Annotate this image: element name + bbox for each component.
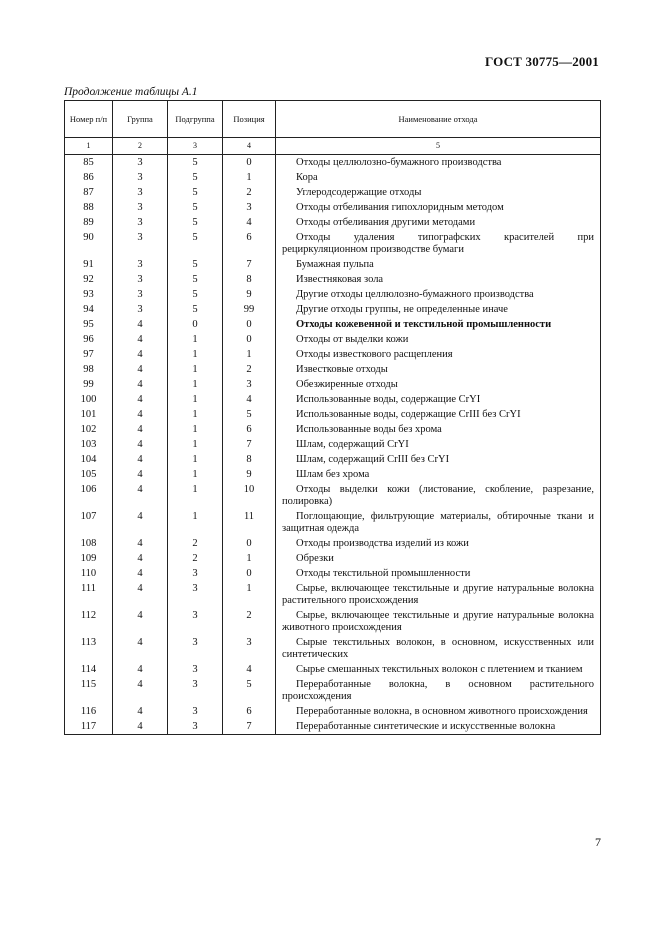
row-position: 99 [223, 302, 276, 317]
table-row [65, 347, 601, 362]
row-position: 4 [223, 215, 276, 230]
table-row [65, 272, 601, 287]
row-group: 4 [113, 536, 168, 551]
row-number: 107 [65, 509, 113, 536]
row-subgroup: 5 [168, 185, 223, 200]
row-number: 88 [65, 200, 113, 215]
row-group: 3 [113, 170, 168, 185]
waste-classification-table [64, 100, 601, 735]
row-group: 3 [113, 287, 168, 302]
row-group: 4 [113, 551, 168, 566]
row-subgroup: 2 [168, 551, 223, 566]
row-number: 100 [65, 392, 113, 407]
row-group: 4 [113, 392, 168, 407]
row-waste-name: Отходы производства изделий из кожи [276, 536, 601, 551]
row-subgroup: 3 [168, 566, 223, 581]
row-position: 1 [223, 170, 276, 185]
column-number: 1 [65, 138, 113, 155]
column-number: 5 [276, 138, 601, 155]
row-subgroup: 1 [168, 347, 223, 362]
row-waste-name: Углеродсодержащие отходы [276, 185, 601, 200]
row-number: 115 [65, 677, 113, 704]
table-row [65, 257, 601, 272]
table-row [65, 422, 601, 437]
table-row [65, 635, 601, 662]
table-row [65, 362, 601, 377]
row-number: 111 [65, 581, 113, 608]
column-number-row [65, 138, 601, 155]
row-position: 1 [223, 347, 276, 362]
row-waste-name: Сырье, включающее текстильные и другие натуральные волокна животного происхождения [276, 608, 601, 635]
row-waste-name: Отходы удаления типографских красителей при рециркуляционном производстве бумаги [276, 230, 601, 257]
header-number: Номер п/п [65, 101, 113, 138]
table-row [65, 155, 601, 171]
row-group: 4 [113, 509, 168, 536]
table-row [65, 287, 601, 302]
table-row [65, 230, 601, 257]
row-number: 106 [65, 482, 113, 509]
table-row [65, 170, 601, 185]
table-row [65, 536, 601, 551]
row-group: 4 [113, 677, 168, 704]
row-subgroup: 0 [168, 317, 223, 332]
row-number: 113 [65, 635, 113, 662]
row-group: 3 [113, 257, 168, 272]
row-group: 4 [113, 608, 168, 635]
row-number: 93 [65, 287, 113, 302]
table-row [65, 677, 601, 704]
row-subgroup: 1 [168, 332, 223, 347]
row-position: 0 [223, 155, 276, 171]
table-row [65, 407, 601, 422]
row-waste-name: Использованные воды, содержащие CrIII без CrYI [276, 407, 601, 422]
row-subgroup: 1 [168, 467, 223, 482]
row-group: 4 [113, 566, 168, 581]
header-waste-name: Наименование отхода [276, 101, 601, 138]
row-position: 5 [223, 407, 276, 422]
row-number: 116 [65, 704, 113, 719]
row-position: 9 [223, 467, 276, 482]
row-group: 4 [113, 332, 168, 347]
row-subgroup: 5 [168, 230, 223, 257]
column-number: 2 [113, 138, 168, 155]
row-number: 102 [65, 422, 113, 437]
table-row [65, 452, 601, 467]
table-row [65, 467, 601, 482]
row-group: 4 [113, 452, 168, 467]
row-waste-name: Поглощающие, фильтрующие материалы, обтирочные ткани и защитная одежда [276, 509, 601, 536]
row-position: 3 [223, 635, 276, 662]
row-position: 7 [223, 719, 276, 735]
row-group: 3 [113, 155, 168, 171]
row-group: 4 [113, 467, 168, 482]
header-group: Группа [113, 101, 168, 138]
row-subgroup: 5 [168, 215, 223, 230]
row-waste-name: Другие отходы целлюлозно-бумажного производства [276, 287, 601, 302]
table-row [65, 509, 601, 536]
row-group: 4 [113, 437, 168, 452]
table-row [65, 482, 601, 509]
table-row [65, 551, 601, 566]
row-waste-name: Отходы целлюлозно-бумажного производства [276, 155, 601, 171]
row-group: 4 [113, 317, 168, 332]
row-position: 0 [223, 317, 276, 332]
table-row [65, 332, 601, 347]
page-number: 7 [595, 835, 601, 849]
row-group: 3 [113, 302, 168, 317]
column-number: 4 [223, 138, 276, 155]
row-position: 3 [223, 200, 276, 215]
row-group: 3 [113, 200, 168, 215]
row-position: 11 [223, 509, 276, 536]
row-subgroup: 2 [168, 536, 223, 551]
row-waste-name: Отходы известкового расщепления [276, 347, 601, 362]
table-row [65, 377, 601, 392]
row-waste-name: Сырье, включающее текстильные и другие натуральные волокна растительного происхождения [276, 581, 601, 608]
row-number: 94 [65, 302, 113, 317]
row-number: 104 [65, 452, 113, 467]
row-number: 110 [65, 566, 113, 581]
table-row [65, 566, 601, 581]
row-position: 5 [223, 677, 276, 704]
row-subgroup: 1 [168, 482, 223, 509]
row-waste-name: Отходы выделки кожи (листование, скобление, разрезание, полировка) [276, 482, 601, 509]
row-position: 2 [223, 362, 276, 377]
row-subgroup: 1 [168, 437, 223, 452]
row-number: 90 [65, 230, 113, 257]
table-row [65, 392, 601, 407]
row-group: 4 [113, 422, 168, 437]
row-subgroup: 3 [168, 719, 223, 735]
row-subgroup: 5 [168, 272, 223, 287]
row-number: 109 [65, 551, 113, 566]
row-position: 9 [223, 287, 276, 302]
row-subgroup: 1 [168, 452, 223, 467]
row-position: 1 [223, 581, 276, 608]
table-row [65, 185, 601, 200]
row-position: 4 [223, 662, 276, 677]
table-caption: Продолжение таблицы А.1 [64, 86, 198, 98]
row-group: 4 [113, 662, 168, 677]
row-subgroup: 1 [168, 392, 223, 407]
row-group: 3 [113, 215, 168, 230]
row-group: 4 [113, 635, 168, 662]
row-group: 4 [113, 704, 168, 719]
row-number: 89 [65, 215, 113, 230]
document-code: ГОСТ 30775—2001 [484, 54, 599, 69]
row-number: 95 [65, 317, 113, 332]
row-position: 6 [223, 422, 276, 437]
row-position: 3 [223, 377, 276, 392]
table-row [65, 608, 601, 635]
table-header-row [65, 101, 601, 138]
row-position: 6 [223, 704, 276, 719]
row-position: 0 [223, 536, 276, 551]
row-subgroup: 5 [168, 257, 223, 272]
row-subgroup: 1 [168, 509, 223, 536]
row-number: 86 [65, 170, 113, 185]
row-waste-name: Сырье смешанных текстильных волокон с плетением и тканием [276, 662, 601, 677]
row-subgroup: 3 [168, 608, 223, 635]
table-row [65, 662, 601, 677]
row-waste-name: Кора [276, 170, 601, 185]
header-position: Позиция [223, 101, 276, 138]
row-waste-name: Обезжиренные отходы [276, 377, 601, 392]
row-subgroup: 5 [168, 170, 223, 185]
row-waste-name: Известковые отходы [276, 362, 601, 377]
row-group: 3 [113, 230, 168, 257]
row-waste-name: Использованные воды без хрома [276, 422, 601, 437]
row-subgroup: 1 [168, 422, 223, 437]
row-number: 99 [65, 377, 113, 392]
row-subgroup: 3 [168, 635, 223, 662]
row-number: 101 [65, 407, 113, 422]
row-waste-name: Сырые текстильных волокон, в основном, искусственных или синтетических [276, 635, 601, 662]
row-subgroup: 3 [168, 704, 223, 719]
row-number: 97 [65, 347, 113, 362]
row-waste-name: Переработанные волокна, в основном растительного происхождения [276, 677, 601, 704]
header-subgroup: Подгруппа [168, 101, 223, 138]
table-row [65, 719, 601, 735]
row-number: 98 [65, 362, 113, 377]
row-number: 85 [65, 155, 113, 171]
row-number: 91 [65, 257, 113, 272]
row-subgroup: 3 [168, 581, 223, 608]
table-row [65, 581, 601, 608]
row-subgroup: 1 [168, 407, 223, 422]
row-waste-name: Отходы текстильной промышленности [276, 566, 601, 581]
row-waste-name: Отходы отбеливания гипохлоридным методом [276, 200, 601, 215]
row-position: 4 [223, 392, 276, 407]
row-subgroup: 5 [168, 200, 223, 215]
table-row [65, 704, 601, 719]
row-group: 4 [113, 482, 168, 509]
row-position: 1 [223, 551, 276, 566]
row-subgroup: 5 [168, 155, 223, 171]
row-number: 87 [65, 185, 113, 200]
row-position: 2 [223, 185, 276, 200]
row-waste-name: Отходы кожевенной и текстильной промышленности [276, 317, 601, 332]
table-row [65, 437, 601, 452]
row-position: 8 [223, 452, 276, 467]
row-position: 7 [223, 437, 276, 452]
row-number: 114 [65, 662, 113, 677]
row-waste-name: Бумажная пульпа [276, 257, 601, 272]
row-position: 7 [223, 257, 276, 272]
row-position: 2 [223, 608, 276, 635]
row-number: 92 [65, 272, 113, 287]
row-subgroup: 3 [168, 677, 223, 704]
row-position: 0 [223, 332, 276, 347]
row-position: 10 [223, 482, 276, 509]
table-row [65, 302, 601, 317]
row-waste-name: Шлам, содержащий CrYI [276, 437, 601, 452]
column-number: 3 [168, 138, 223, 155]
row-waste-name: Шлам без хрома [276, 467, 601, 482]
row-number: 103 [65, 437, 113, 452]
row-subgroup: 5 [168, 287, 223, 302]
row-position: 6 [223, 230, 276, 257]
row-waste-name: Другие отходы группы, не определенные иначе [276, 302, 601, 317]
row-number: 117 [65, 719, 113, 735]
row-waste-name: Переработанные волокна, в основном животного происхождения [276, 704, 601, 719]
table-row [65, 317, 601, 332]
row-waste-name: Обрезки [276, 551, 601, 566]
row-position: 0 [223, 566, 276, 581]
row-position: 8 [223, 272, 276, 287]
row-group: 4 [113, 362, 168, 377]
row-number: 96 [65, 332, 113, 347]
row-group: 4 [113, 347, 168, 362]
row-group: 4 [113, 407, 168, 422]
row-group: 4 [113, 377, 168, 392]
row-number: 112 [65, 608, 113, 635]
row-subgroup: 1 [168, 362, 223, 377]
row-waste-name: Переработанные синтетические и искусственные волокна [276, 719, 601, 735]
row-waste-name: Отходы отбеливания другими методами [276, 215, 601, 230]
row-number: 105 [65, 467, 113, 482]
row-group: 3 [113, 185, 168, 200]
row-group: 3 [113, 272, 168, 287]
row-waste-name: Отходы от выделки кожи [276, 332, 601, 347]
row-subgroup: 3 [168, 662, 223, 677]
row-group: 4 [113, 581, 168, 608]
row-waste-name: Известняковая зола [276, 272, 601, 287]
row-number: 108 [65, 536, 113, 551]
row-subgroup: 5 [168, 302, 223, 317]
row-group: 4 [113, 719, 168, 735]
row-waste-name: Использованные воды, содержащие CrYI [276, 392, 601, 407]
table-row [65, 215, 601, 230]
table-row [65, 200, 601, 215]
row-waste-name: Шлам, содержащий CrIII без CrYI [276, 452, 601, 467]
row-subgroup: 1 [168, 377, 223, 392]
